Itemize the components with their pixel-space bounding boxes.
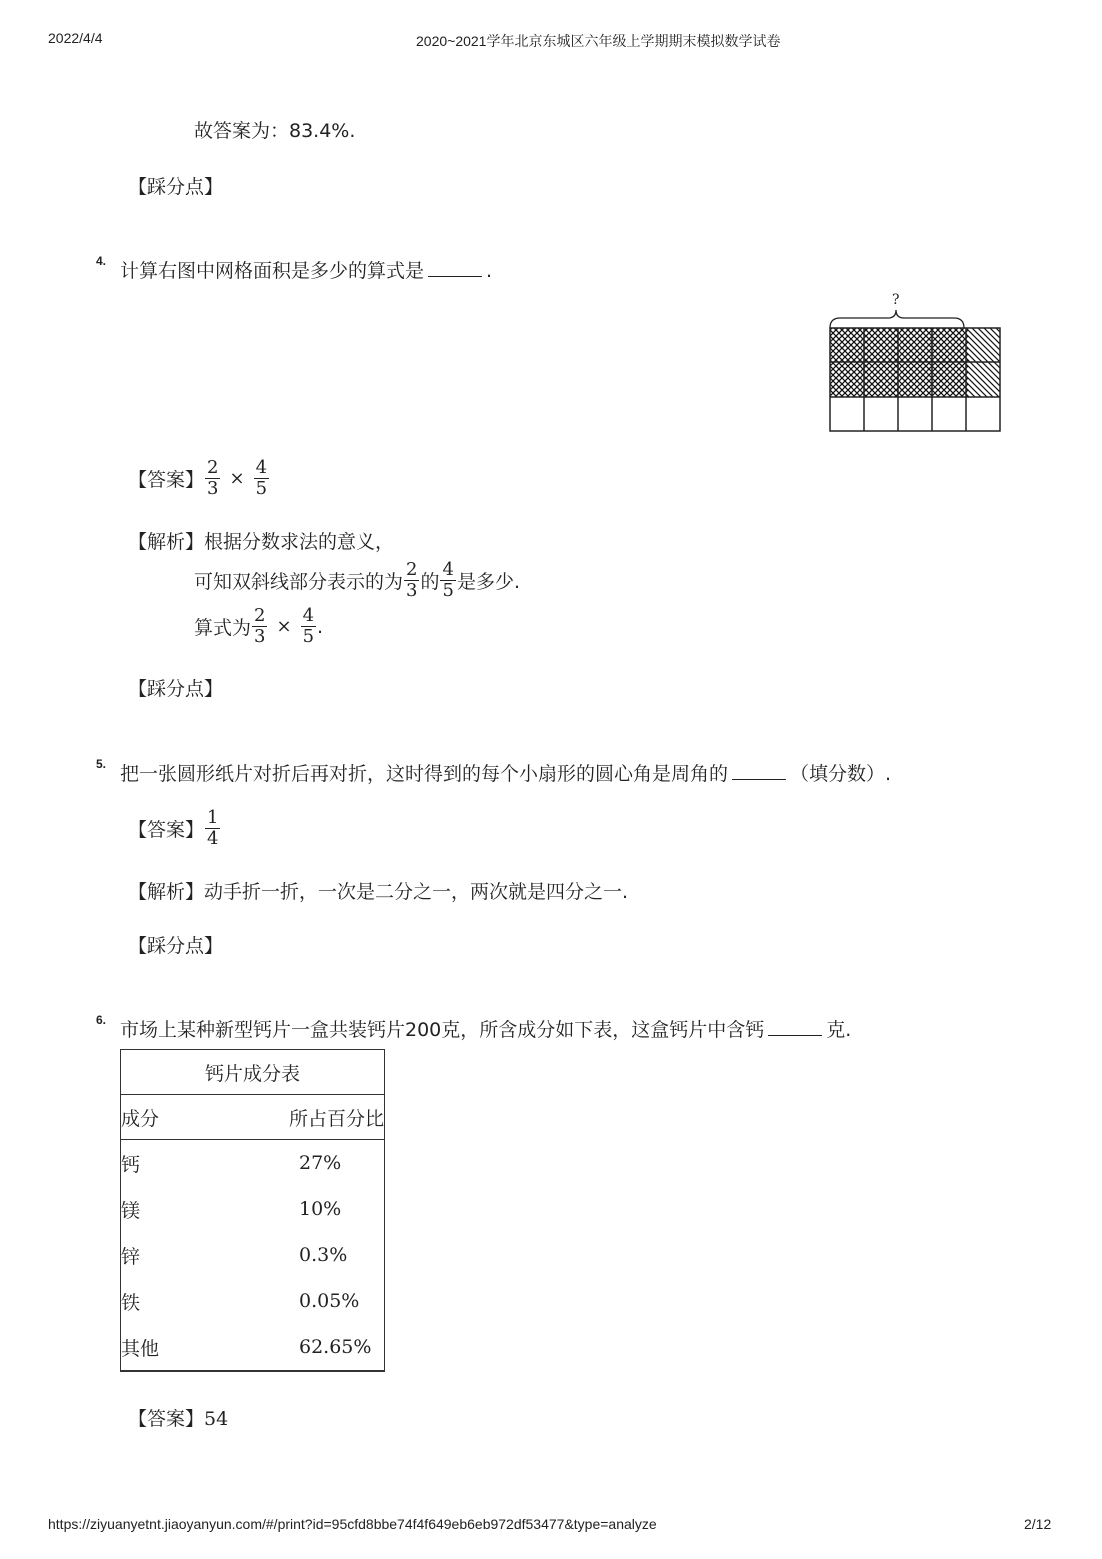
table-cell: 27% [299, 1152, 342, 1174]
question-5-text [120, 759, 891, 786]
table-cell: 62.65% [299, 1336, 372, 1358]
prev-answer-line: 故答案为：83.4%. [194, 120, 356, 142]
q6-answer [128, 1404, 228, 1431]
prev-points-label: 【踩分点】 [128, 176, 224, 198]
fraction: $\frac{2}{3}$ [406, 559, 418, 601]
fraction: $\frac{1}{4}$ [207, 807, 219, 849]
answer-label: 【答案】 [128, 1408, 205, 1430]
analysis-label: 【解析】 [128, 881, 205, 903]
analysis-text: 算式为 [194, 617, 252, 639]
table-row [121, 1232, 384, 1278]
question-number: 4. [96, 254, 107, 268]
times-sign: × [276, 616, 292, 637]
q4-analysis-line-3 [194, 606, 323, 647]
analysis-text: 动手折一折，一次是二分之一，两次就是四分之一. [204, 881, 629, 903]
question-number: 5. [96, 757, 107, 771]
question-4-stem: 计算右图中网格面积是多少的算式是 [120, 260, 425, 282]
table-row [121, 1324, 384, 1370]
analysis-text: 的 [420, 571, 440, 593]
question-6-end: 克. [826, 1019, 852, 1041]
q5-points-label: 【踩分点】 [128, 935, 224, 957]
table-cell: 10% [299, 1198, 342, 1220]
q4-points-label: 【踩分点】 [128, 678, 224, 700]
table-row [121, 1278, 384, 1324]
fraction: $\frac{2}{3}$ [254, 605, 266, 647]
answer-label: 【答案】 [128, 469, 205, 491]
q5-analysis [128, 877, 628, 904]
fraction: $\frac{2}{3}$ [207, 457, 219, 499]
analysis-label: 【解析】 [128, 531, 205, 553]
q4-analysis-line-2 [194, 560, 520, 601]
question-number: 6. [96, 1013, 107, 1027]
q5-answer [128, 808, 221, 849]
answer-blank [732, 761, 786, 780]
table-cell: 其他 [121, 1337, 160, 1360]
table-cell: 锌 [121, 1245, 141, 1268]
analysis-text: . [317, 615, 324, 638]
analysis-text: 是多少. [456, 571, 520, 593]
column-header-component: 成分 [121, 1107, 160, 1130]
answer-value: 54 [204, 1408, 229, 1430]
answer-label: 【答案】 [128, 819, 205, 841]
question-5-end: （填分数）. [790, 763, 892, 785]
analysis-text: 根据分数求法的意义， [204, 531, 395, 553]
table-cell: 铁 [121, 1291, 141, 1314]
table-cell: 钙 [121, 1153, 141, 1176]
table-header-row [121, 1095, 384, 1140]
table-cell: 镁 [121, 1199, 141, 1222]
question-6-text [120, 1015, 851, 1042]
question-4-text [120, 256, 492, 283]
page-url[interactable]: https://ziyuanyetnt.jiaoyanyun.com/#/print?id=95cfd8bbe74f4f649eb6eb972df53477&type=analyze [48, 1516, 657, 1532]
question-5-stem: 把一张圆形纸片对折后再对折，这时得到的每个小扇形的圆心角是周角的 [120, 763, 729, 785]
brace-shape [830, 310, 964, 328]
analysis-text: 可知双斜线部分表示的为 [194, 571, 404, 593]
document-title: 2020~2021学年北京东城区六年级上学期期末模拟数学试卷 [416, 33, 781, 49]
question-6-stem: 市场上某种新型钙片一盒共装钙片200克，所含成分如下表，这盒钙片中含钙 [120, 1019, 765, 1041]
brace-question-mark: ? [892, 292, 900, 308]
grid-figure [824, 288, 1006, 434]
table-title: 钙片成分表 [121, 1050, 384, 1095]
q4-analysis-line-1 [128, 527, 394, 554]
table-cell: 0.3% [299, 1244, 348, 1266]
table-cell: 0.05% [299, 1290, 360, 1312]
table-row [121, 1186, 384, 1232]
question-4-end: . [486, 260, 493, 282]
fraction: $\frac{4}{5}$ [302, 605, 315, 647]
answer-blank [428, 258, 482, 277]
print-date: 2022/4/4 [48, 30, 103, 46]
table-row [121, 1140, 384, 1186]
q4-answer [128, 458, 270, 499]
calcium-composition-table [120, 1049, 385, 1372]
fraction: $\frac{4}{5}$ [442, 559, 454, 601]
column-header-percentage: 所占百分比 [288, 1107, 384, 1130]
times-sign: × [229, 468, 245, 489]
fraction: $\frac{4}{5}$ [255, 457, 268, 499]
answer-blank [768, 1017, 822, 1036]
page-number: 2/12 [1024, 1516, 1052, 1532]
